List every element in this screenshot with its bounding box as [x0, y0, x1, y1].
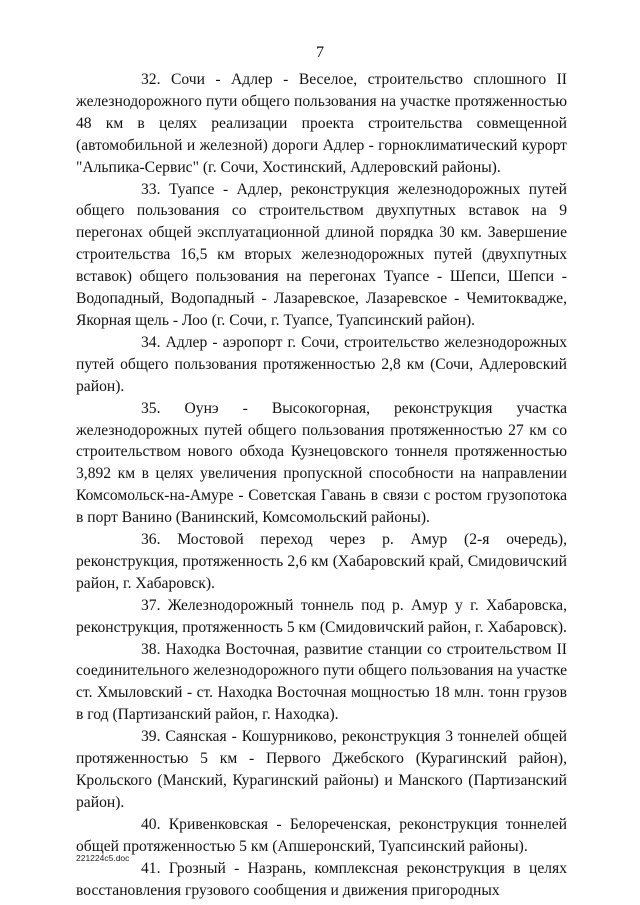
- paragraph-item-37: 37. Железнодорожный тоннель под р. Амур у г. Хабаровска, реконструкция, протяженность 5 км (Смидовичский район, г. Хабаровск).: [76, 596, 567, 636]
- paragraph-item-34: 34. Адлер - аэропорт г. Сочи, строительство железнодорожных путей общего пользования протяженностью 2,8 км (Сочи, Адлеровский район).: [76, 333, 567, 395]
- paragraph-item-32: 32. Сочи - Адлер - Веселое, строительство сплошного II железнодорожного пути общего пользования на участке протяженностью 48 км в целях реализации проекта строительства совмещенной (автомобильной и железной) дороги Адлер - горноклиматический курорт "Альпика-Сервис" (г. Сочи, Хостинский, Адлеровский районы).: [76, 71, 567, 176]
- paragraph-item-36: 36. Мостовой переход через р. Амур (2-я очередь), реконструкция, протяженность 2,6 км (Хабаровский край, Смидовичский район, г. Хабаровск).: [76, 531, 567, 592]
- paragraph-item-39: 39. Саянская - Кошурниково, реконструкция 3 тоннелей общей протяженностью 5 км - Первого Джебского (Курагинский район), Крольского (Манский, Курагинский районы) и Манского (Партизанский район).: [76, 728, 567, 811]
- document-body: [76, 69, 567, 901]
- paragraph-item-38: 38. Находка Восточная, развитие станции со строительством II соединительного железнодорожного пути общего пользования на участке ст. Хмыловский - ст. Находка Восточная мощностью 18 млн. тонн грузов в год (Партизанский район, г. Находка).: [76, 640, 567, 724]
- footer-filename: 221224c5.doc: [76, 853, 130, 863]
- page-number: 7: [316, 44, 324, 61]
- paragraph-item-41: 41. Грозный - Назрань, комплексная реконструкция в целях восстановления грузового сообщения и движения пригородных: [76, 859, 567, 899]
- paragraph-item-40: 40. Кривенковская - Белореченская, реконструкция тоннелей общей протяженностью 5 км (Апшеронский, Туапсинский районы).: [76, 815, 567, 855]
- paragraph-item-35: 35. Оунэ - Высокогорная, реконструкция участка железнодорожных путей общего пользования протяженностью 27 км со строительством нового обхода Кузнецовского тоннеля протяженностью 3,892 км в целях увеличения пропускной способности на направлении Комсомольск-на-Амуре - Советская Гавань в связи с ростом грузопотока в порт Ванино (Ванинский, Комсомольский районы).: [76, 399, 567, 527]
- paragraph-item-33: 33. Туапсе - Адлер, реконструкция железнодорожных путей общего пользования со строительством двухпутных вставок на 9 перегонах общей эксплуатационной длиной порядка 30 км. Завершение строительства 16,5 км вторых железнодорожных путей (двухпутных вставок) общего пользования на перегонах Туапсе - Шепси, Шепси - Водопадный, Водопадный - Лазаревское, Лазаревское - Чемитоквадже, Якорная щель - Лоо (г. Сочи, г. Туапсе, Туапсинский район).: [76, 180, 567, 329]
